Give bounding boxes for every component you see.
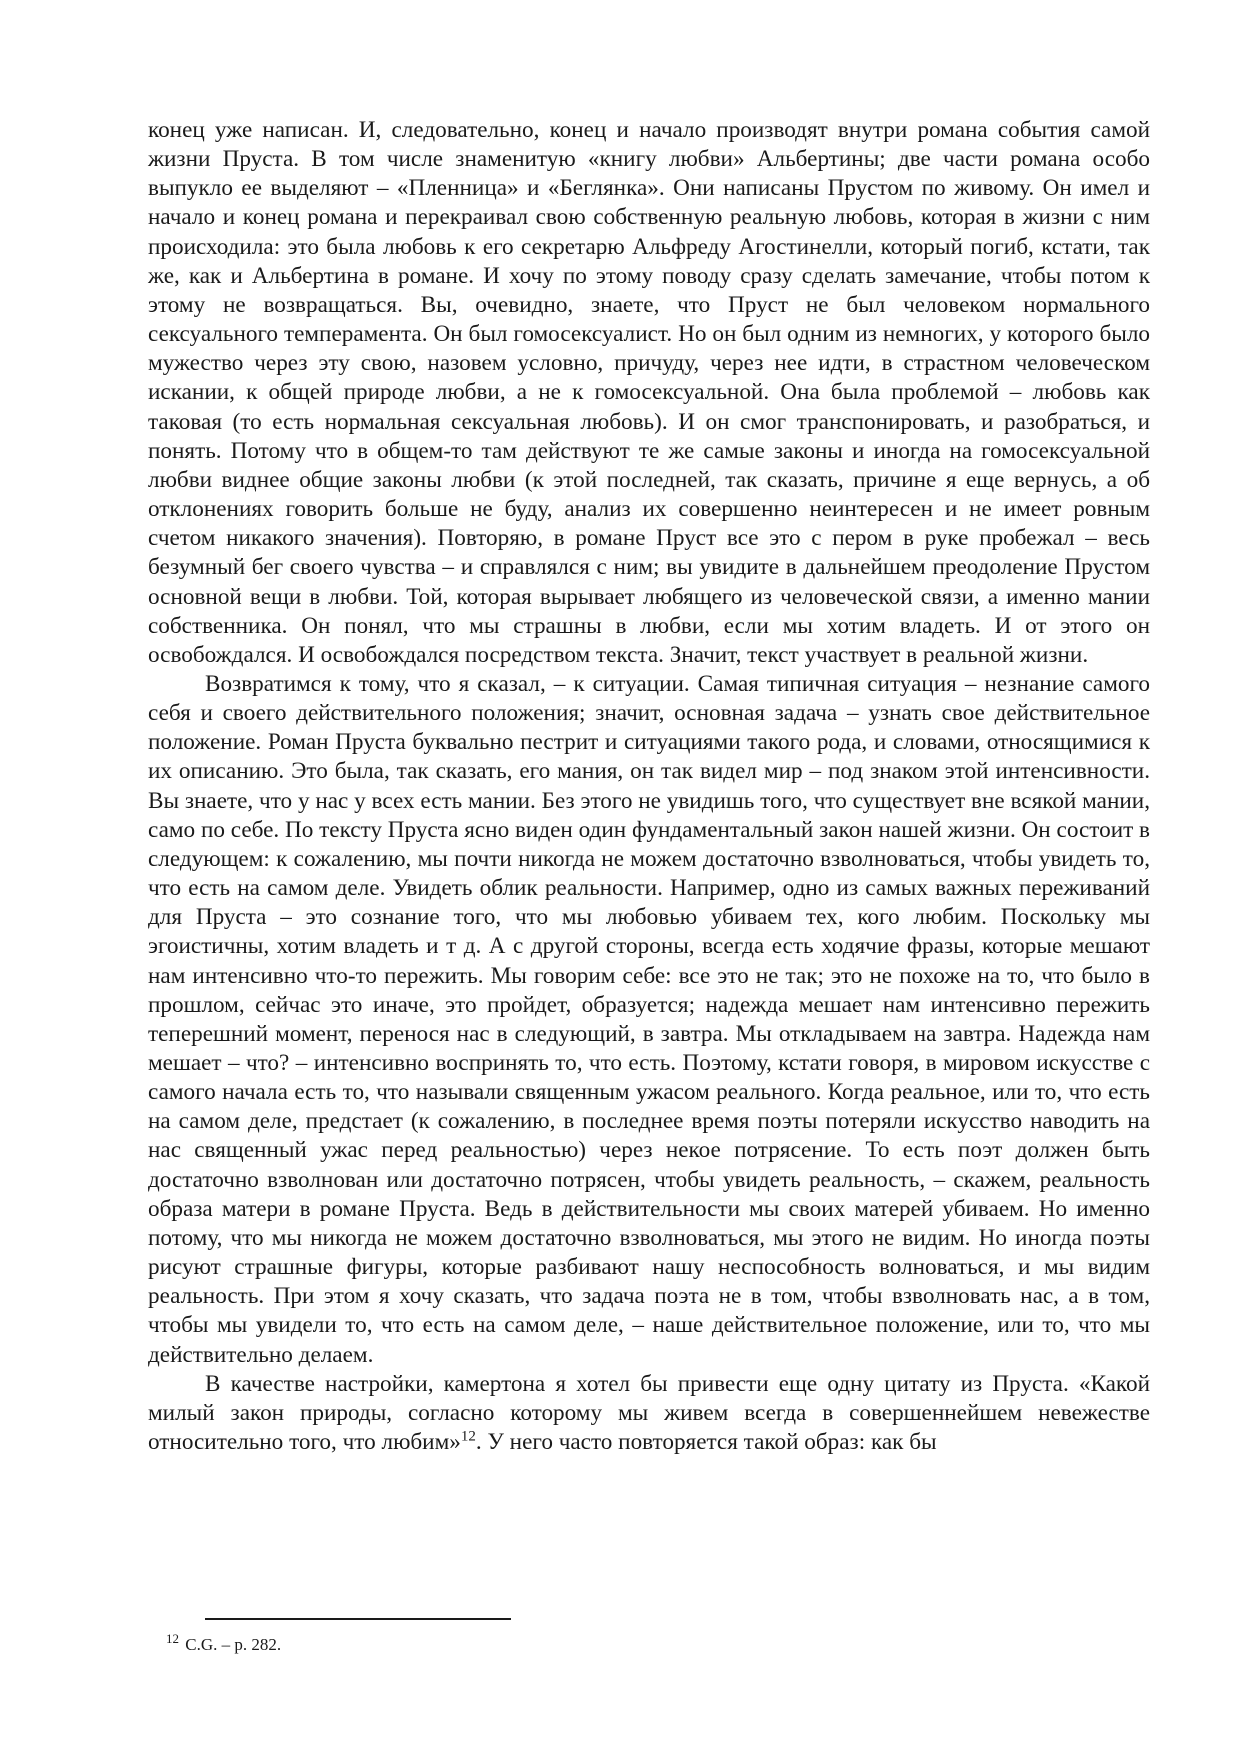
paragraph-3-text: В качестве настройки, камертона я хотел бы привести еще одну цитату из Пруста. «Какой милый закон природы, согласно которому мы живем всегда в совершеннейшем невежестве относительно того, что любим» [148,1370,1150,1456]
footnote-reference[interactable]: 12 [460,1428,476,1445]
footnote-separator [205,1618,511,1620]
paragraph-3 [148,1370,1150,1457]
body-text [148,116,1150,1457]
paragraph-1: конец уже написан. И, следовательно, конец и начало производят внутри романа события самой жизни Пруста. В том числе знаменитую «книгу любви» Альбертины; две части романа особо выпукло ее выделяют – «Пленница» и «Беглянка». Они написаны Прустом по живому. Он имел и начало и конец романа и перекраивал свою собственную реальную любовь, которая в жизни с ним происходила: это была любовь к его секретарю Альфреду Агостинелли, который погиб, кстати, так же, как и Альбертина в романе. И хочу по этому поводу сразу сделать замечание, чтобы потом к этому не возвращаться. Вы, очевидно, знаете, что Пруст не был человеком нормального сексуального темперамента. Он был гомосексуалист. Но он был одним из немногих, у которого было мужество через эту свою, назовем условно, причуду, через нее идти, в страстном человеческом искании, к общей природе любви, а не к гомосексуальной. Она была проблемой – любовь как таковая (то есть нормальная сексуальная любовь). И он смог транспонировать, и разобраться, и понять. Потому что в общем-то там действуют те же самые законы и иногда на гомосексуальной любви виднее общие законы любви (к этой последней, так сказать, причине я еще вернусь, а об отклонениях говорить больше не буду, анализ их совершенно неинтересен и не имеет ровным счетом никакого значения). Повторяю, в романе Пруст все это с пером в руке пробежал – весь безумный бег своего чувства – и справлялся с ним; вы увидите в дальнейшем преодоление Прустом основной вещи в любви. Той, которая вырывает любящего из человеческой связи, а именно мании собственника. Он понял, что мы страшны в любви, если мы хотим владеть. И от этого он освобождался. И освобождался посредством текста. Значит, текст участвует в реальной жизни. [148,117,1150,668]
paragraph-3-continuation: . У него часто повторяется такой образ: как бы [475,1429,937,1456]
footnote-text: C.G. – p. 282. [185,1635,282,1654]
footnote [166,1631,282,1655]
footnote-number: 12 [166,1631,179,1647]
paragraph-2: Возвратимся к тому, что я сказал, – к ситуации. Самая типичная ситуация – незнание самого себя и своего действительного положения; значит, основная задача – узнать свое действительное положение. Роман Пруста буквально пестрит и ситуациями такого рода, и словами, относящимися к их описанию. Это была, так сказать, его мания, он так видел мир – под знаком этой интенсивности. Вы знаете, что у нас у всех есть мании. Без этого не увидишь того, что существует вне всякой мании, само по себе. По тексту Пруста ясно виден один фундаментальный закон нашей жизни. Он состоит в следующем: к сожалению, мы почти никогда не можем достаточно взволноваться, чтобы увидеть то, что есть на самом деле. Увидеть облик реальности. Например, одно из самых важных переживаний для Пруста – это сознание того, что мы любовью убиваем тех, кого любим. Поскольку мы эгоистичны, хотим владеть и т д. А с другой стороны, всегда есть ходячие фразы, которые мешают нам интенсивно что-то пережить. Мы говорим себе: все это не так; это не похоже на то, что было в прошлом, сейчас это иначе, это пройдет, образуется; надежда мешает нам интенсивно пережить теперешний момент, перенося нас в следующий, в завтра. Мы откладываем на завтра. Надежда нам мешает – что? – интенсивно воспринять то, что есть. Поэтому, кстати говоря, в мировом искусстве с самого начала есть то, что называли священным ужасом реального. Когда реальное, или то, что есть на самом деле, предстает (к сожалению, в последнее время поэты потеряли искусство наводить на нас священный ужас перед реальностью) через некое потрясение. То есть поэт должен быть достаточно взволнован или достаточно потрясен, чтобы увидеть реальность, – скажем, реальность образа матери в романе Пруста. Ведь в действительности мы своих матерей убиваем. Но именно потому, что мы никогда не можем достаточно взволноваться, мы этого не видим. Но иногда поэты рисуют страшные фигуры, которые разбивают нашу неспособность волноваться, и мы видим реальность. При этом я хочу сказать, что задача поэта не в том, чтобы взволновать нас, а в том, чтобы мы увидели то, что есть на самом деле, – наше действительное положение, или то, что мы действительно делаем. [148,670,1150,1368]
